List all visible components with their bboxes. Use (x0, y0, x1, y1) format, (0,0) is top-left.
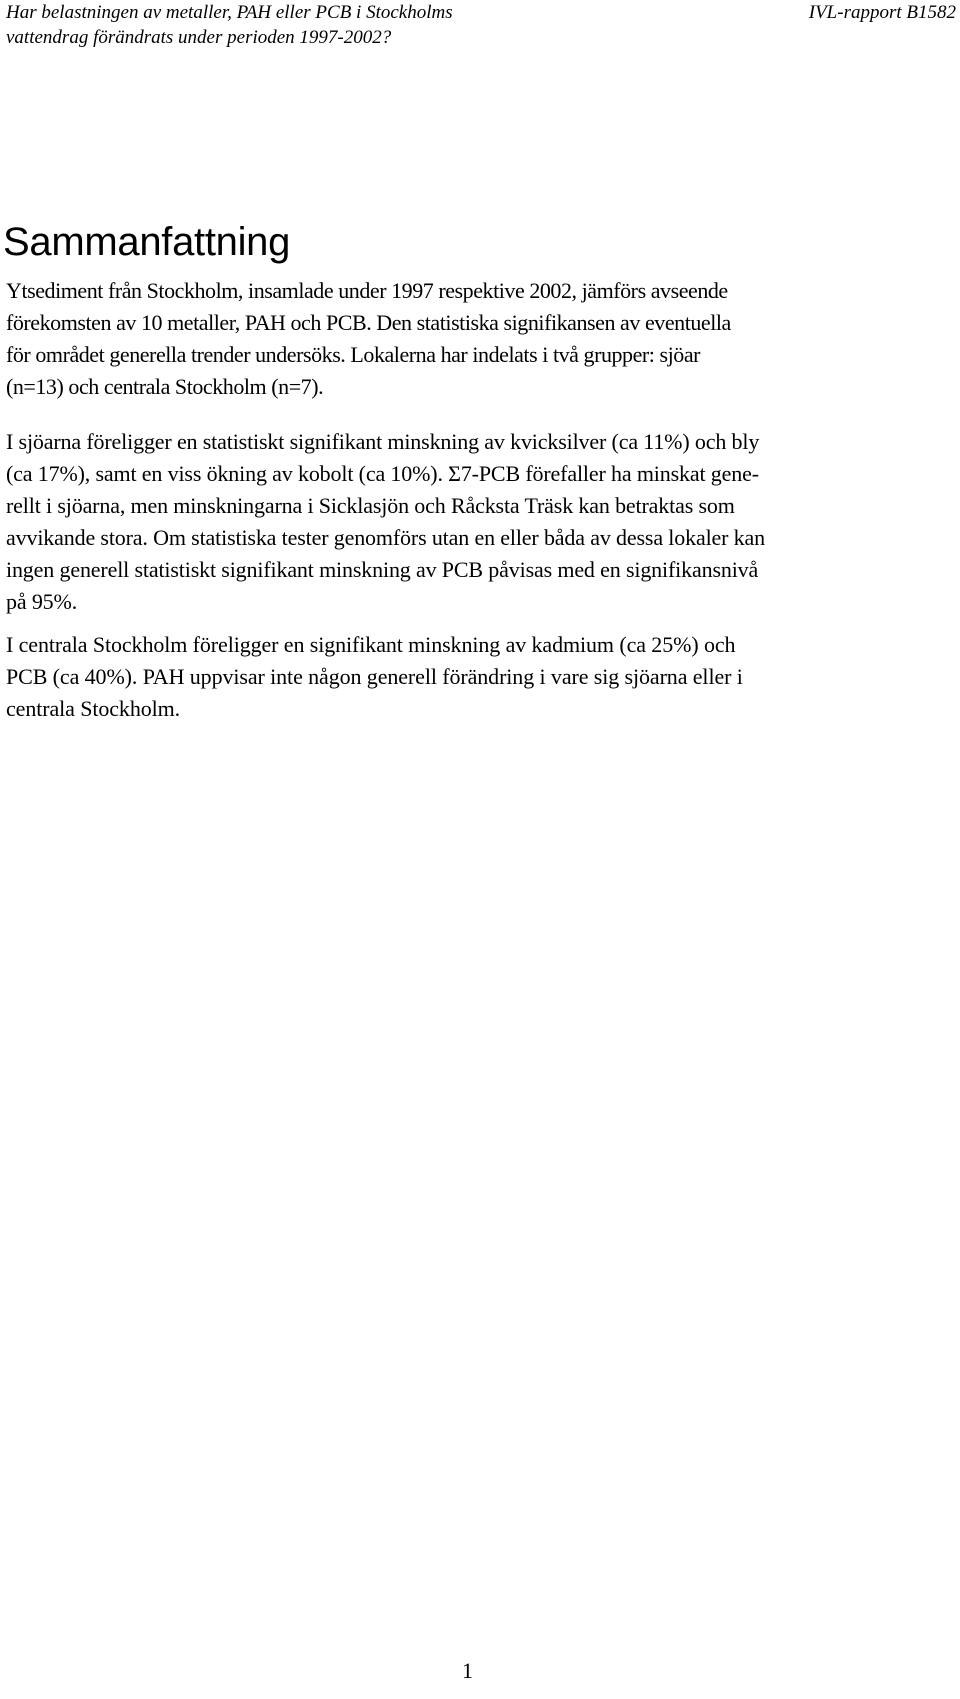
paragraph-line: ingen generell statistiskt signifikant minskning av PCB påvisas med en signifikansnivå (6, 557, 759, 582)
running-header-title (6, 0, 453, 50)
header-title-line-1: Har belastningen av metaller, PAH eller PCB i Stockholms (6, 2, 453, 23)
paragraph-line: Ytsediment från Stockholm, insamlade under 1997 respektive 2002, jämförs avseende (6, 278, 728, 303)
paragraph-line: på 95%. (6, 589, 78, 614)
paragraph-line: centrala Stockholm. (6, 696, 181, 721)
paragraph-line: förekomsten av 10 metaller, PAH och PCB. Den statistiska signifikansen av eventuella (6, 310, 731, 335)
report-id: IVL-rapport B1582 (808, 2, 956, 23)
header-title-line-2: vattendrag förändrats under perioden 1997-2002? (6, 27, 392, 48)
paragraph-line: (n=13) och centrala Stockholm (n=7). (6, 374, 324, 399)
section-heading: Sammanfattning (3, 220, 291, 264)
summary-paragraph-3 (6, 629, 954, 725)
paragraph-line: för området generella trender undersöks. Lokalerna har indelats i två grupper: sjöar (6, 342, 701, 367)
summary-paragraph-1 (6, 275, 954, 403)
paragraph-line: rellt i sjöarna, men minskningarna i Sicklasjön och Råcksta Träsk kan betraktas som (6, 493, 735, 518)
paragraph-line: I centrala Stockholm föreligger en signifikant minskning av kadmium (ca 25%) och (6, 632, 736, 657)
paragraph-line: PCB (ca 40%). PAH uppvisar inte någon generell förändring i vare sig sjöarna eller i (6, 664, 743, 689)
paragraph-line: I sjöarna föreligger en statistiskt signifikant minskning av kvicksilver (ca 11%) och bly (6, 429, 760, 454)
summary-paragraph-2 (6, 426, 954, 618)
paragraph-line: (ca 17%), samt en viss ökning av kobolt (ca 10%). Σ7-PCB förefaller ha minskat gene- (6, 461, 759, 486)
paragraph-line: avvikande stora. Om statistiska tester genomförs utan en eller båda av dessa lokaler kan (6, 525, 765, 550)
page-number: 1 (462, 1658, 473, 1683)
